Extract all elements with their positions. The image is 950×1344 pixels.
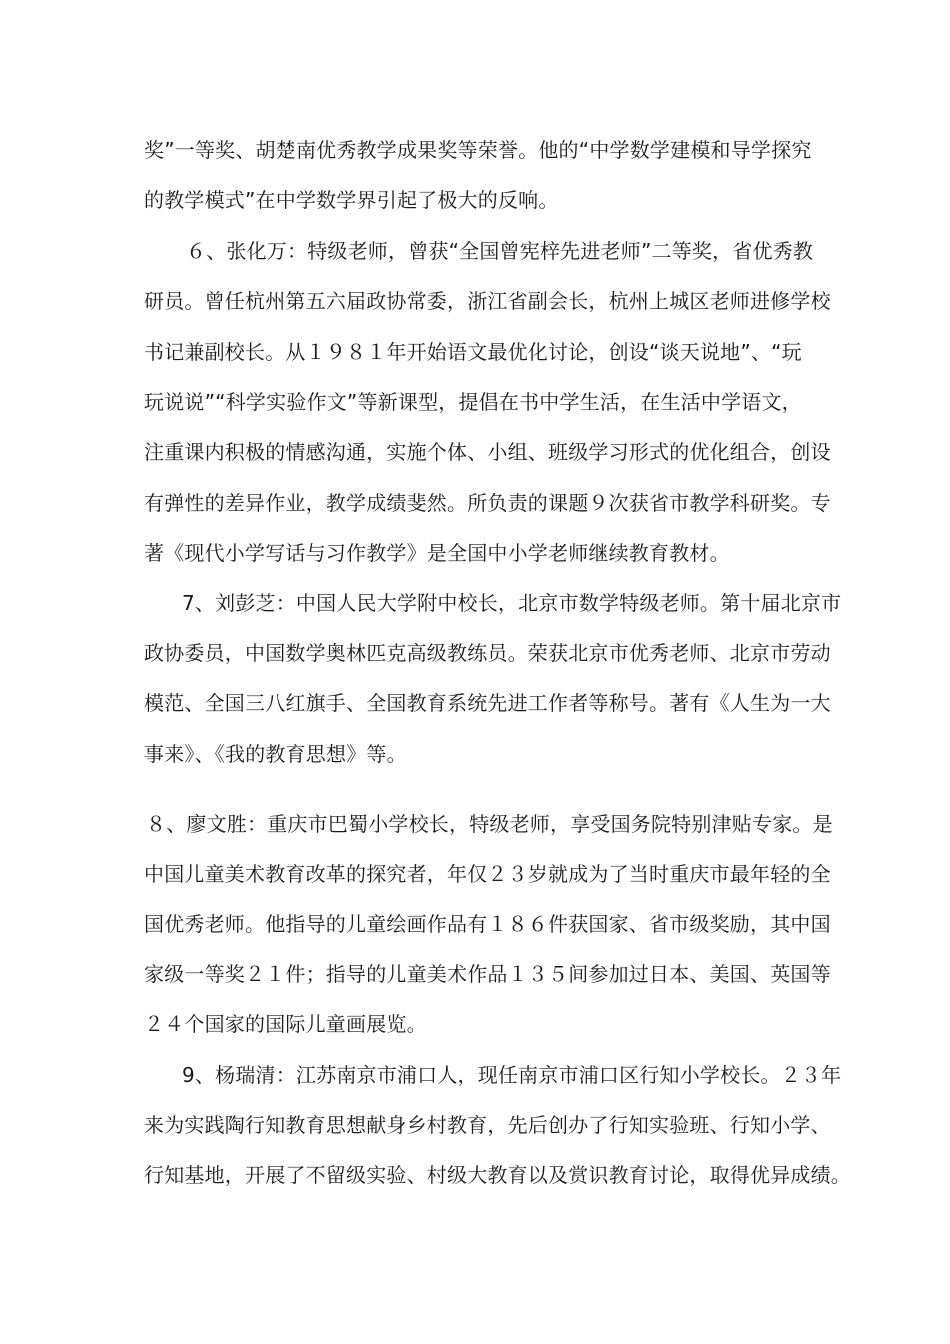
text-line: ２４个国家的国际儿童画展览。 xyxy=(144,1012,427,1036)
text-line: 模范、全国三八红旗手、全国教育系统先进工作者等称号。著有《人生为一大 xyxy=(144,691,831,715)
text-line: 玩说说”“科学实验作文”等新课型，提倡在书中学生活，在生活中学语文， xyxy=(144,390,802,414)
text-line: 行知基地，开展了不留级实验、村级大教育以及赏识教育讨论，取得优异成绩。 xyxy=(144,1163,851,1187)
text-line: 书记兼副校长。从１９８１年开始语文最优化讨论，创设“谈天说地”、“玩 xyxy=(144,340,802,364)
text-line: 研员。曾任杭州第五六届政协常委，浙江省副会长，杭州上城区老师进修学校 xyxy=(144,289,831,313)
text-line: 国优秀老师。他指导的儿童绘画作品有１８６件获国家、省市级奖励，其中国 xyxy=(144,912,831,936)
text-line: 事来》、《我的教育思想》等。 xyxy=(144,742,407,766)
text-line: 奖”一等奖、胡楚南优秀教学成果奖等荣誉。他的“中学数学建模和导学探究 xyxy=(144,138,812,162)
text-line: 的教学模式”在中学数学界引起了极大的反响。 xyxy=(144,188,559,212)
text-line: 家级一等奖２１件；指导的儿童美术作品１３５间参加过日本、美国、英国等 xyxy=(144,962,831,986)
paragraph-6-start: ６、张化万：特级老师，曾获“全国曾宪梓先进老师”二等奖，省优秀教 xyxy=(186,239,814,263)
text-line: 来为实践陶行知教育思想献身乡村教育，先后创办了行知实验班、行知小学、 xyxy=(144,1113,831,1137)
text-line: 注重课内积极的情感沟通，实施个体、小组、班级学习形式的优化组合，创设 xyxy=(144,440,831,464)
paragraph-7-start: 7、刘彭芝：中国人民大学附中校长，北京市数学特级老师。第十届北京市 xyxy=(182,591,842,615)
paragraph-9-start: 9、杨瑞清：江苏南京市浦口人，现任南京市浦口区行知小学校长。２３年 xyxy=(182,1063,842,1087)
text-line: 著《现代小学写话与习作教学》是全国中小学老师继续教育教材。 xyxy=(144,541,730,565)
text-line: 政协委员，中国数学奥林匹克高级教练员。荣获北京市优秀老师、北京市劳动 xyxy=(144,641,831,665)
text-line: 中国儿童美术教育改革的探究者，年仅２３岁就成为了当时重庆市最年轻的全 xyxy=(144,862,831,886)
text-line: 有弹性的差异作业，教学成绩斐然。所负责的课题９次获省市教学科研奖。专 xyxy=(144,491,831,515)
paragraph-8-start: ８、廖文胜：重庆市巴蜀小学校长，特级老师，享受国务院特别津贴专家。是 xyxy=(146,812,833,836)
